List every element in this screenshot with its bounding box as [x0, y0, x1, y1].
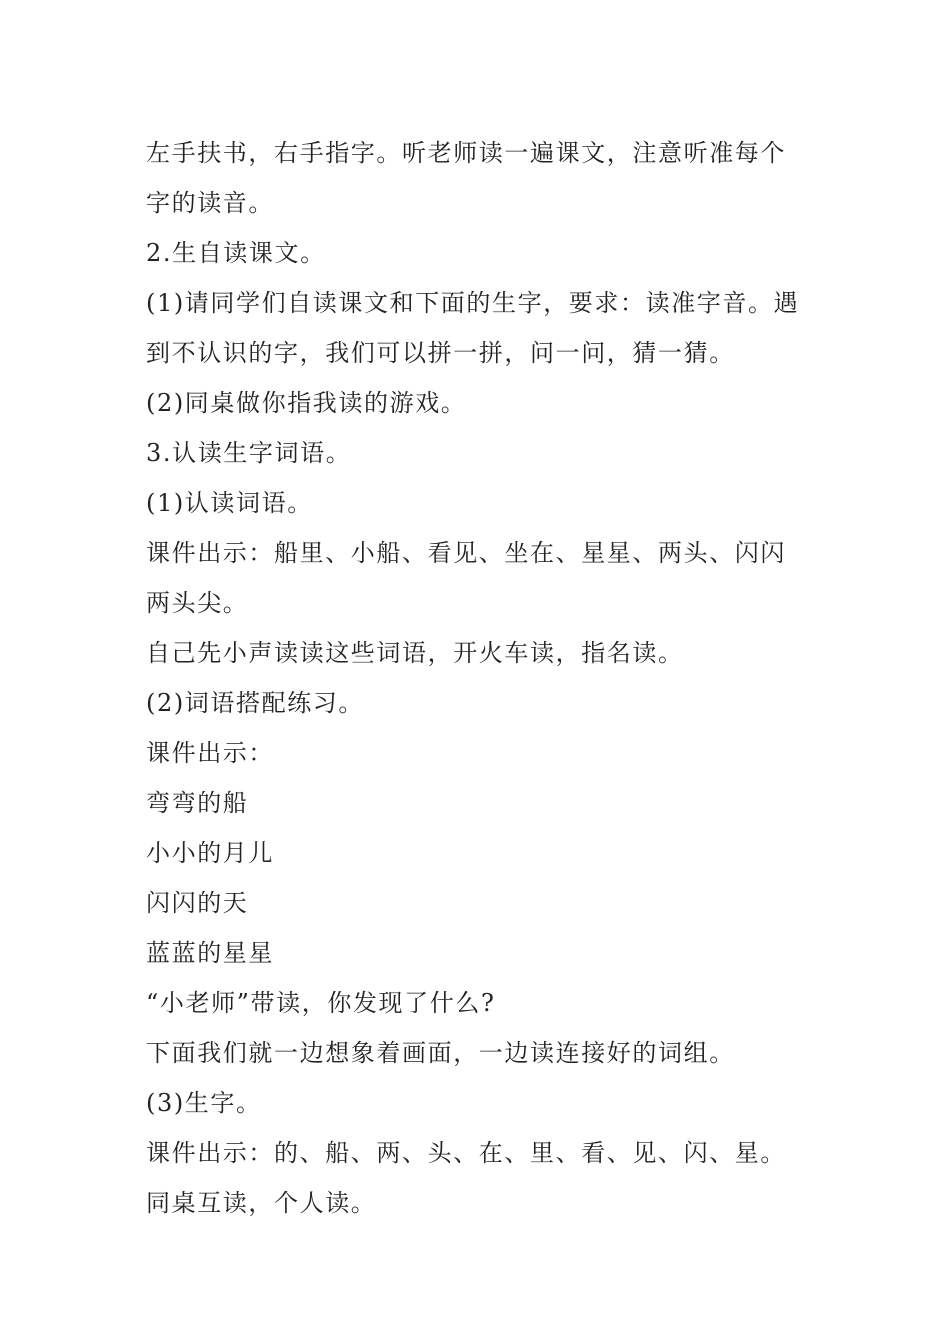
- text-line: (1)认读词语。: [146, 489, 313, 517]
- document-body: [146, 128, 816, 1228]
- section-heading: 3.认读生字词语。: [146, 439, 352, 467]
- section-heading: 2.生自读课文。: [146, 239, 326, 267]
- text-line: 到不认识的字，我们可以拼一拼，问一问，猜一猜。: [146, 339, 735, 367]
- text-line: 字的读音。: [146, 189, 274, 217]
- phrase-item: 小小的月儿: [146, 839, 274, 867]
- text-line: (1)请同学们自读课文和下面的生字，要求：读准字音。遇: [146, 289, 800, 317]
- phrase-item: 闪闪的天: [146, 889, 249, 917]
- text-line: 课件出示：: [146, 739, 274, 767]
- phrase-item: 弯弯的船: [146, 789, 249, 817]
- phrase-item: 蓝蓝的星星: [146, 939, 274, 967]
- text-line: 下面我们就一边想象着画面，一边读连接好的词组。: [146, 1039, 735, 1067]
- text-line: 课件出示：的、船、两、头、在、里、看、见、闪、星。: [146, 1139, 786, 1167]
- text-line: 自己先小声读读这些词语，开火车读，指名读。: [146, 639, 684, 667]
- text-line: (3)生字。: [146, 1089, 262, 1117]
- text-line: (2)词语搭配练习。: [146, 689, 364, 717]
- text-line: 课件出示：船里、小船、看见、坐在、星星、两头、闪闪: [146, 539, 786, 567]
- text-line: 同桌互读，个人读。: [146, 1189, 377, 1217]
- text-line: (2)同桌做你指我读的游戏。: [146, 389, 467, 417]
- text-line: 左手扶书，右手指字。听老师读一遍课文，注意听准每个: [146, 139, 786, 167]
- text-line: “小老师”带读，你发现了什么?: [146, 989, 496, 1017]
- text-line: 两头尖。: [146, 589, 249, 617]
